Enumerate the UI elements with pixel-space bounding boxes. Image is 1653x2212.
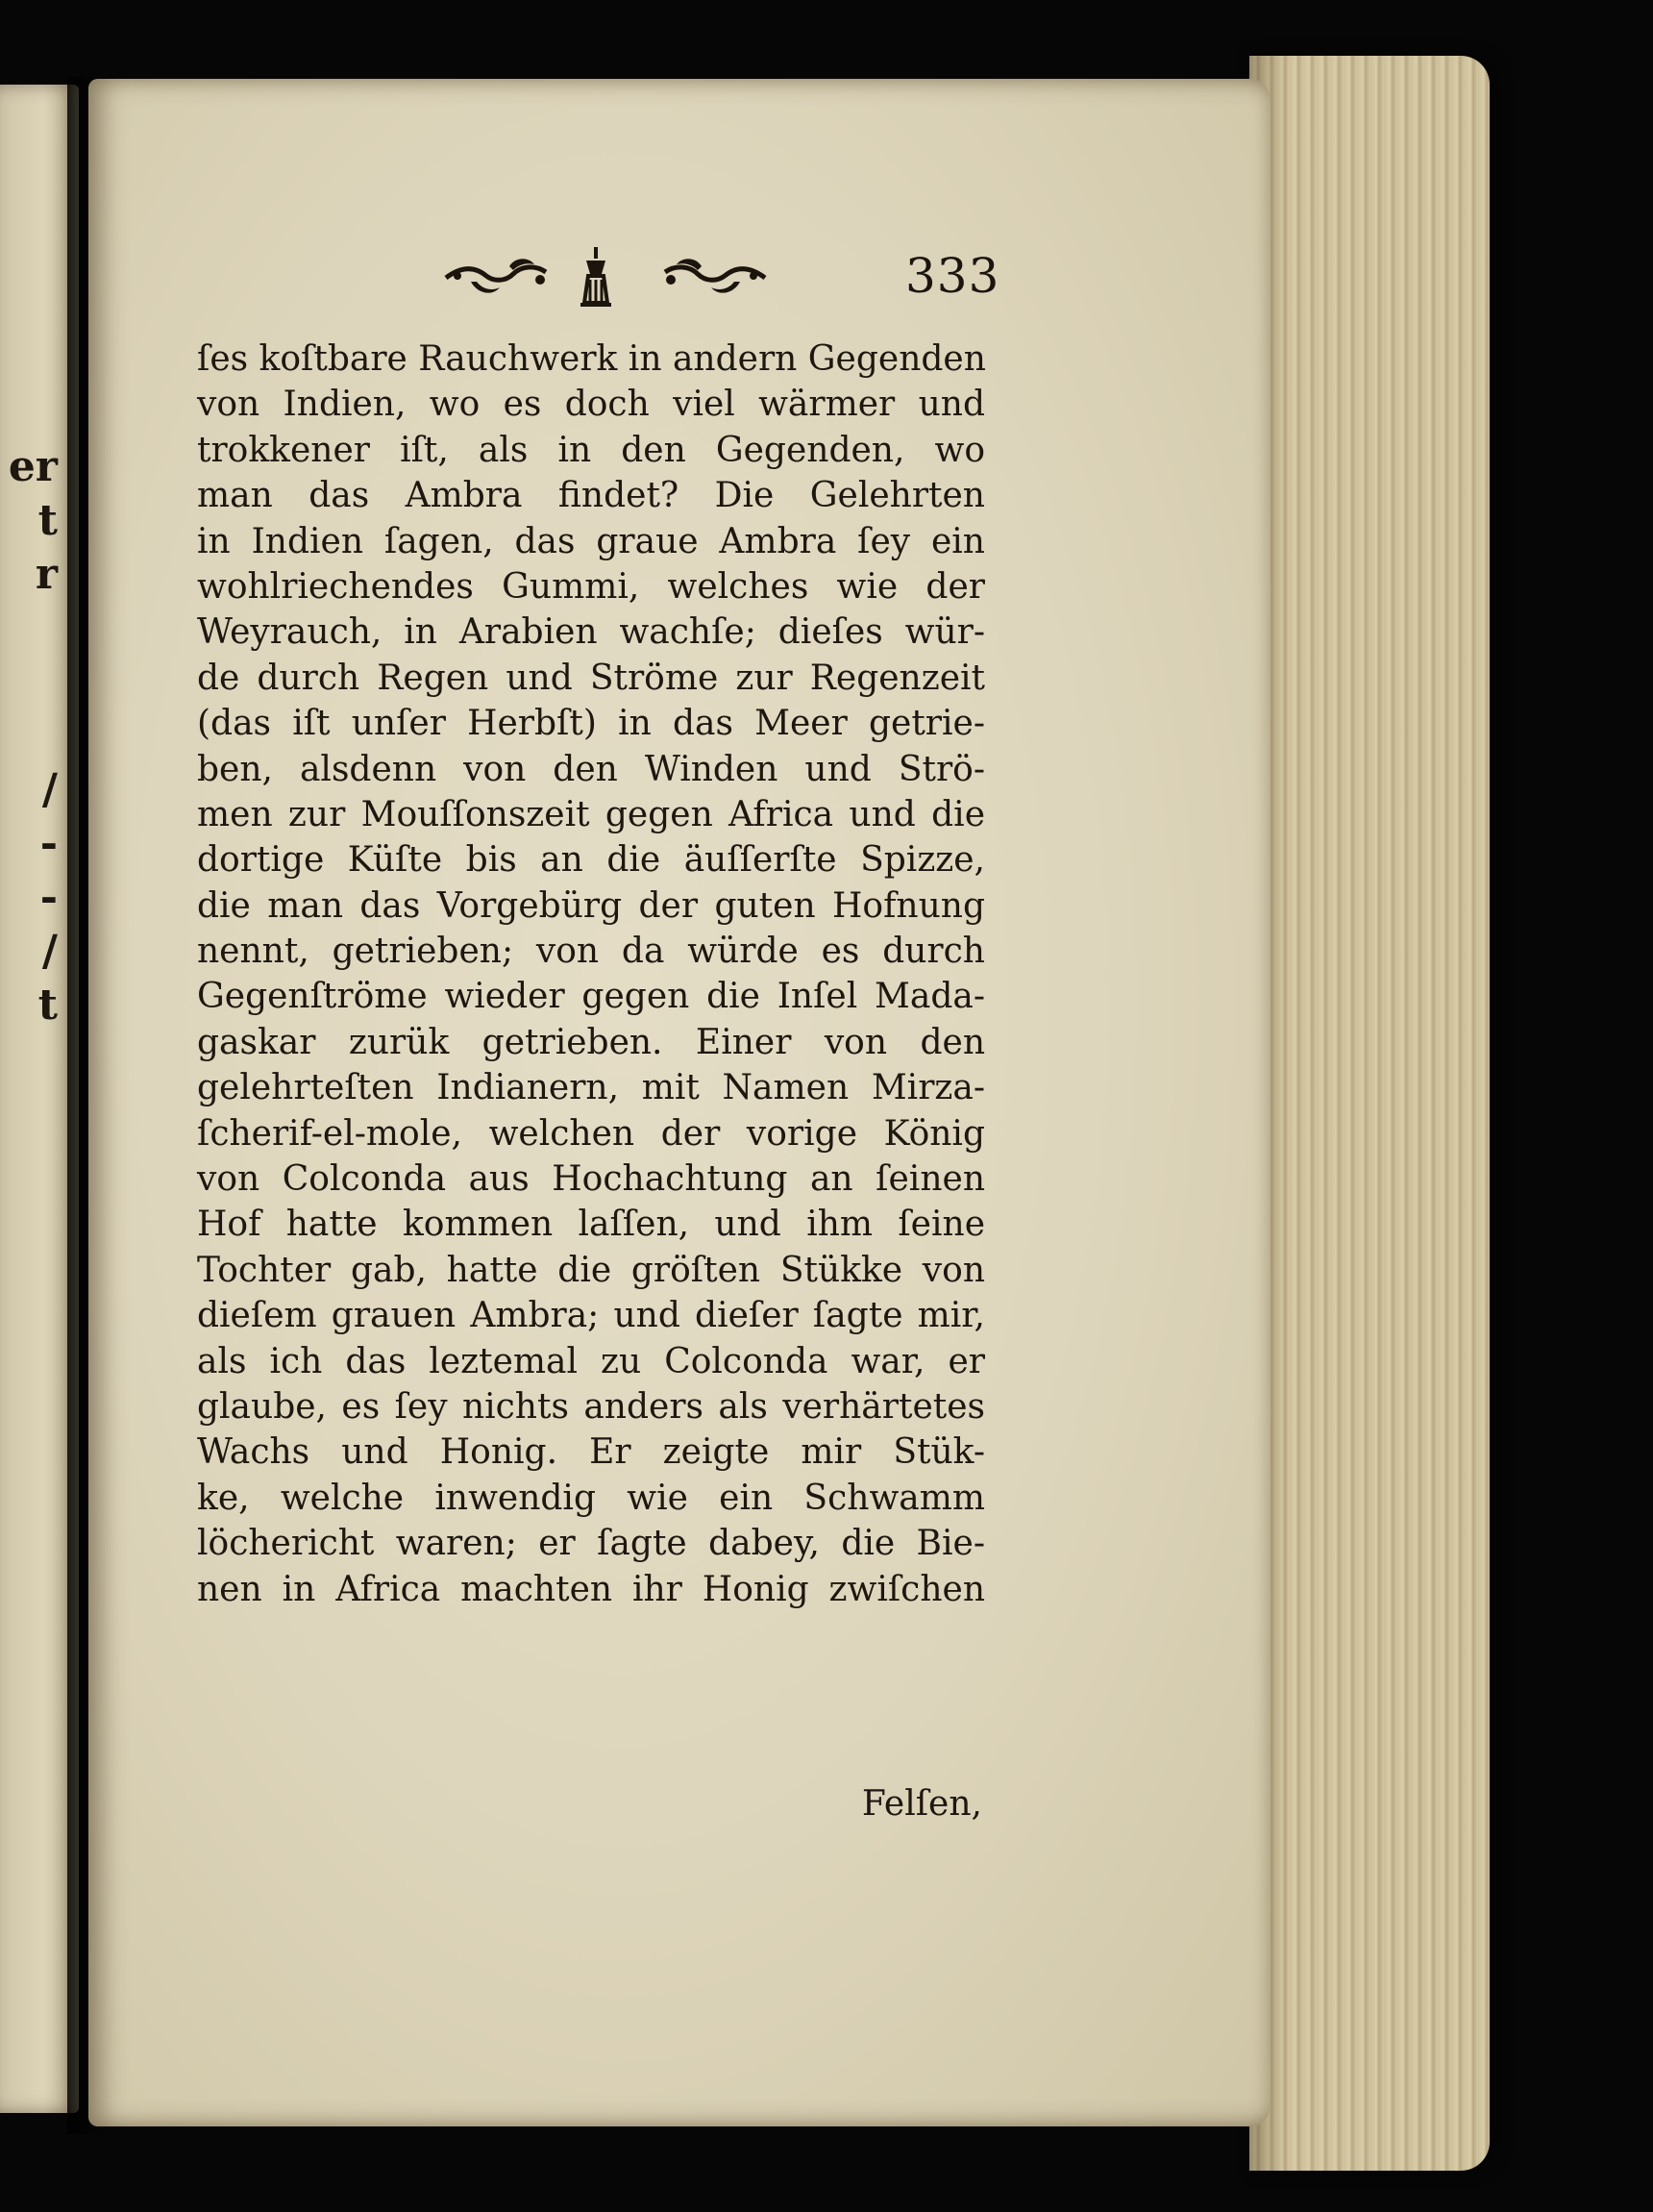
text-line: die man das Vorgebürg der guten Hofnung xyxy=(197,885,985,926)
text-line: gaskar zurük getrieben. Einer von den xyxy=(197,1022,985,1062)
text-line: von Indien, wo es doch viel wärmer und xyxy=(197,385,985,425)
text-line: von Colconda aus Hochachtung an ſeinen xyxy=(197,1159,985,1200)
left-page-fragment xyxy=(0,602,58,656)
body-text xyxy=(197,336,985,1612)
fleuron-left-icon xyxy=(442,253,550,303)
text-line: Tochter gab, hatte die gröſten Stükke von xyxy=(197,1250,985,1290)
text-line: men zur Mouſſonszeit gegen Africa und die xyxy=(197,794,985,834)
page-number: 333 xyxy=(905,248,1000,304)
text-line: Hof hatte kommen laſſen, und ihm ſeine xyxy=(197,1205,985,1245)
text-line: als ich das leztemal zu Colconda war, er xyxy=(197,1341,985,1381)
text-line: ſes koſtbare Rauchwerk in andern Gegenden xyxy=(197,339,986,379)
text-line: glaube, es ſey nichts anders als verhärtetes xyxy=(197,1386,985,1427)
catchword: Felſen, xyxy=(861,1784,982,1824)
left-page-fragment: - xyxy=(39,819,58,868)
text-line: ſcherif-el-mole, welchen der vorige König xyxy=(197,1113,985,1154)
text-line: löchericht waren; er ſagte dabey, die Bie- xyxy=(197,1524,985,1564)
left-page-text-fragments xyxy=(0,440,58,1032)
left-page-fragment: er xyxy=(8,442,58,491)
text-line: nennt, getrieben; von da würde es durch xyxy=(197,932,985,972)
left-page-fragment xyxy=(0,656,58,709)
text-line: ben, alsdenn von den Winden und Strö- xyxy=(197,749,985,789)
page-header xyxy=(442,245,999,312)
left-page-fragment: / xyxy=(41,927,58,976)
left-page-fragment: t xyxy=(37,496,58,545)
tassel-icon xyxy=(577,245,615,309)
left-page-fragment: t xyxy=(37,981,58,1030)
text-line: in Indien ſagen, das graue Ambra ſey ein xyxy=(197,521,985,561)
text-line: Wachs und Honig. Er zeigte mir Stük- xyxy=(197,1432,985,1473)
text-line: (das iſt unſer Herbſt) in das Meer getrie- xyxy=(197,704,985,744)
left-page-fragment xyxy=(0,709,58,763)
fleuron-right-icon xyxy=(661,253,769,303)
text-line: Gegenſtröme wieder gegen die Inſel Mada- xyxy=(197,977,985,1017)
text-line: dortige Küſte bis an die äuſſerſte Spizze, xyxy=(197,840,985,881)
text-line: de durch Regen und Ströme zur Regenzeit xyxy=(197,658,985,698)
text-line: nen in Africa machten ihr Honig zwiſchen xyxy=(197,1569,985,1609)
text-line: ke, welche inwendig wie ein Schwamm xyxy=(197,1478,985,1518)
left-page-fragment: / xyxy=(41,765,58,814)
left-page-fragment: - xyxy=(39,873,58,922)
text-line: Weyrauch, in Arabien wachſe; dieſes wür- xyxy=(197,612,985,653)
text-line: dieſem grauen Ambra; und dieſer ſagte mir, xyxy=(197,1296,985,1336)
text-line: wohlriechendes Gummi, welches wie der xyxy=(197,566,985,607)
text-line: man das Ambra findet? Die Gelehrten xyxy=(197,476,985,516)
text-line: trokkener iſt, als in den Gegenden, wo xyxy=(197,430,985,470)
left-page-fragment: r xyxy=(35,550,58,599)
text-line: gelehrteſten Indianern, mit Namen Mirza- xyxy=(197,1068,985,1108)
